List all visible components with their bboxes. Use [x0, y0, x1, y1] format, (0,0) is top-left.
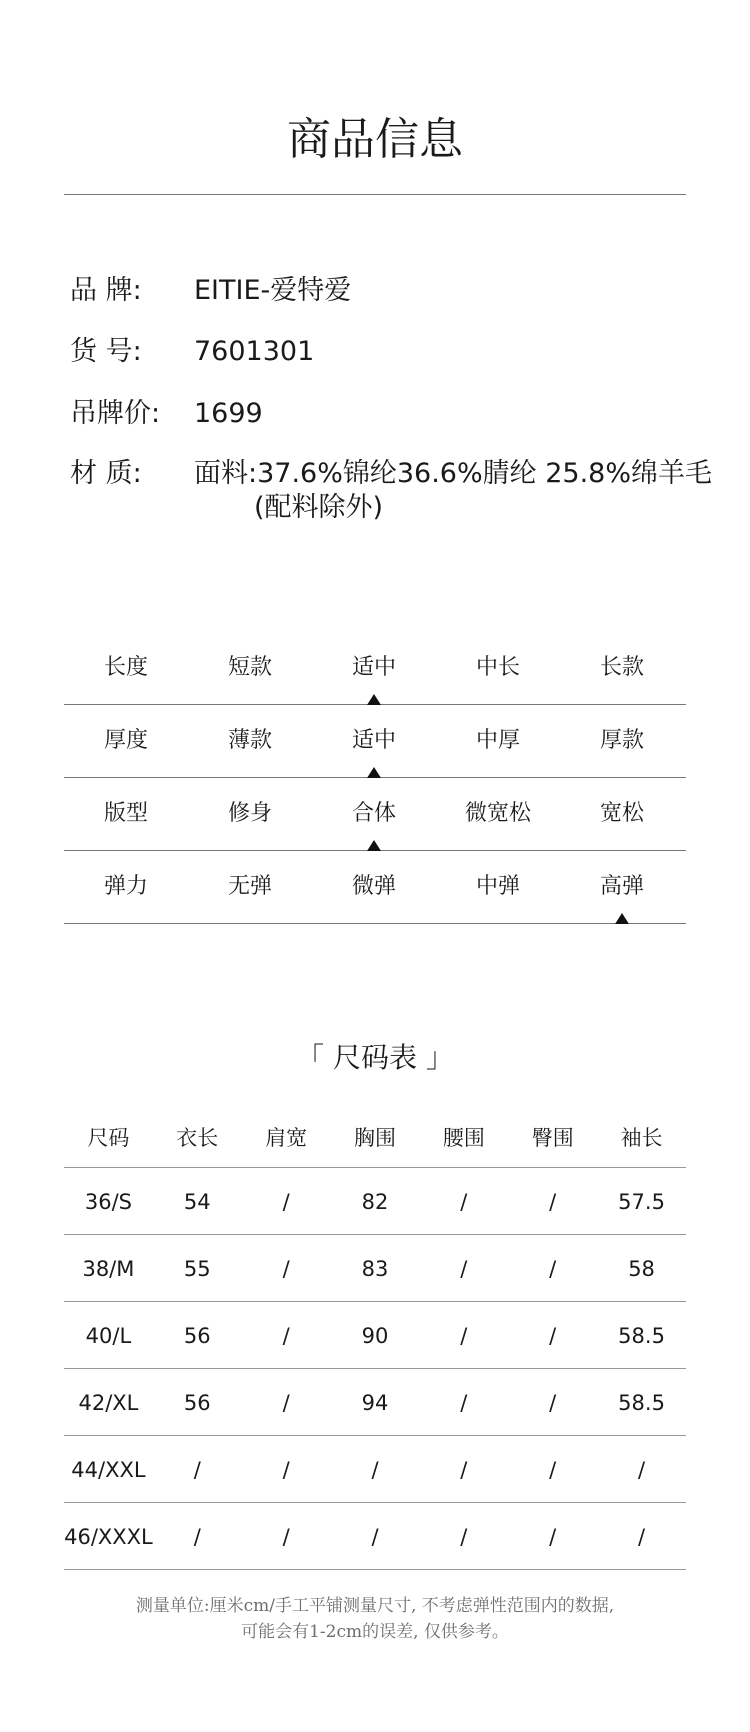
table-cell: 40/L [85, 1324, 132, 1348]
table-cell: / [549, 1525, 557, 1549]
table-cell: / [193, 1458, 201, 1482]
selected-marker-icon [367, 840, 381, 851]
attribute-option: 高弹 [599, 874, 644, 899]
attribute-row-fit [64, 778, 686, 851]
attribute-option: 适中 [351, 728, 396, 753]
title-divider [64, 194, 686, 195]
table-cell: 55 [183, 1257, 211, 1281]
info-label: 材 质: [70, 458, 142, 489]
table-cell: 36/S [84, 1190, 132, 1214]
attribute-option: 修身 [227, 801, 272, 826]
table-cell: / [282, 1190, 290, 1214]
info-value: EITIE-爱特爱 [194, 275, 352, 306]
selected-marker-icon [367, 767, 381, 778]
table-cell: 90 [361, 1324, 389, 1348]
table-cell: / [460, 1391, 468, 1415]
size-chart-title: 「 尺码表 」 [296, 1041, 454, 1074]
header-cell: 衣长 [176, 1126, 219, 1150]
size-table-header [64, 1108, 686, 1168]
info-label: 吊牌价: [70, 398, 161, 429]
table-row [64, 1235, 686, 1302]
attribute-option: 适中 [351, 655, 396, 680]
table-cell: 42/XL [78, 1391, 139, 1415]
size-table [64, 1108, 686, 1570]
attribute-row-length [64, 632, 686, 705]
attribute-divider [64, 923, 686, 924]
table-cell: / [638, 1525, 646, 1549]
table-cell: 58.5 [618, 1324, 665, 1348]
table-cell: / [371, 1525, 379, 1549]
selected-marker-icon [367, 694, 381, 705]
attribute-name: 长度 [103, 655, 148, 680]
table-cell: / [282, 1391, 290, 1415]
measurement-note-line1: 测量单位:厘米cm/手工平铺测量尺寸, 不考虑弹性范围内的数据, [135, 1596, 615, 1616]
table-cell: 57.5 [618, 1190, 665, 1214]
attribute-option: 长款 [599, 655, 644, 680]
header-cell: 袖长 [620, 1126, 663, 1150]
table-cell: / [282, 1324, 290, 1348]
table-row [64, 1503, 686, 1570]
table-cell: 44/XXL [71, 1458, 146, 1482]
table-cell: / [460, 1324, 468, 1348]
info-value: 1699 [194, 398, 263, 429]
info-value: 7601301 [194, 336, 315, 367]
header-cell: 臀围 [531, 1126, 574, 1150]
attribute-name: 弹力 [103, 874, 148, 899]
header-cell: 肩宽 [265, 1126, 308, 1150]
size-table-body [64, 1168, 686, 1570]
table-cell: 82 [361, 1190, 389, 1214]
table-cell: 58.5 [618, 1391, 665, 1415]
attribute-row-thickness [64, 705, 686, 778]
info-label: 货 号: [70, 336, 142, 367]
table-cell: / [549, 1458, 557, 1482]
measurement-note-line2: 可能会有1-2cm的误差, 仅供参考。 [241, 1622, 509, 1642]
attribute-option: 合体 [351, 801, 396, 826]
table-cell: / [460, 1458, 468, 1482]
info-value-continued: (配料除外) [254, 492, 384, 523]
table-cell: / [549, 1324, 557, 1348]
header-cell: 腰围 [442, 1126, 485, 1150]
row-divider [64, 1569, 686, 1570]
table-cell: / [460, 1190, 468, 1214]
table-cell: / [549, 1257, 557, 1281]
table-cell: / [549, 1190, 557, 1214]
attribute-option: 厚款 [599, 728, 644, 753]
table-cell: 54 [183, 1190, 211, 1214]
table-cell: 38/M [82, 1257, 135, 1281]
attribute-option: 中弹 [475, 874, 520, 899]
selected-marker-icon [615, 913, 629, 924]
table-cell: / [371, 1458, 379, 1482]
attribute-option: 短款 [227, 655, 272, 680]
attribute-option: 宽松 [599, 801, 644, 826]
table-row [64, 1168, 686, 1235]
table-cell: / [282, 1525, 290, 1549]
attribute-option: 微宽松 [464, 801, 531, 826]
info-value: 面料:37.6%锦纶36.6%腈纶 25.8%绵羊毛 [194, 458, 712, 489]
attribute-option: 微弹 [351, 874, 396, 899]
table-cell: 46/XXXL [64, 1525, 153, 1549]
table-row [64, 1302, 686, 1369]
table-cell: / [282, 1257, 290, 1281]
table-cell: / [282, 1458, 290, 1482]
header-cell: 尺码 [87, 1126, 130, 1150]
table-cell: / [549, 1391, 557, 1415]
table-cell: / [460, 1525, 468, 1549]
table-row [64, 1369, 686, 1436]
table-cell: / [460, 1257, 468, 1281]
table-cell: 94 [361, 1391, 389, 1415]
attribute-row-elasticity [64, 851, 686, 924]
attribute-name: 厚度 [103, 728, 148, 753]
attribute-option: 中厚 [475, 728, 520, 753]
table-cell: 83 [361, 1257, 389, 1281]
table-cell: 56 [183, 1324, 211, 1348]
header-cell: 胸围 [353, 1126, 396, 1150]
attribute-option: 中长 [475, 655, 520, 680]
table-cell: / [638, 1458, 646, 1482]
attribute-name: 版型 [103, 801, 148, 826]
table-cell: 58 [628, 1257, 655, 1281]
attribute-option: 无弹 [227, 874, 272, 899]
table-row [64, 1436, 686, 1503]
page-title: 商品信息 [287, 114, 463, 165]
info-label: 品 牌: [70, 275, 142, 306]
table-cell: 56 [183, 1391, 211, 1415]
table-cell: / [193, 1525, 201, 1549]
attribute-option: 薄款 [227, 728, 272, 753]
